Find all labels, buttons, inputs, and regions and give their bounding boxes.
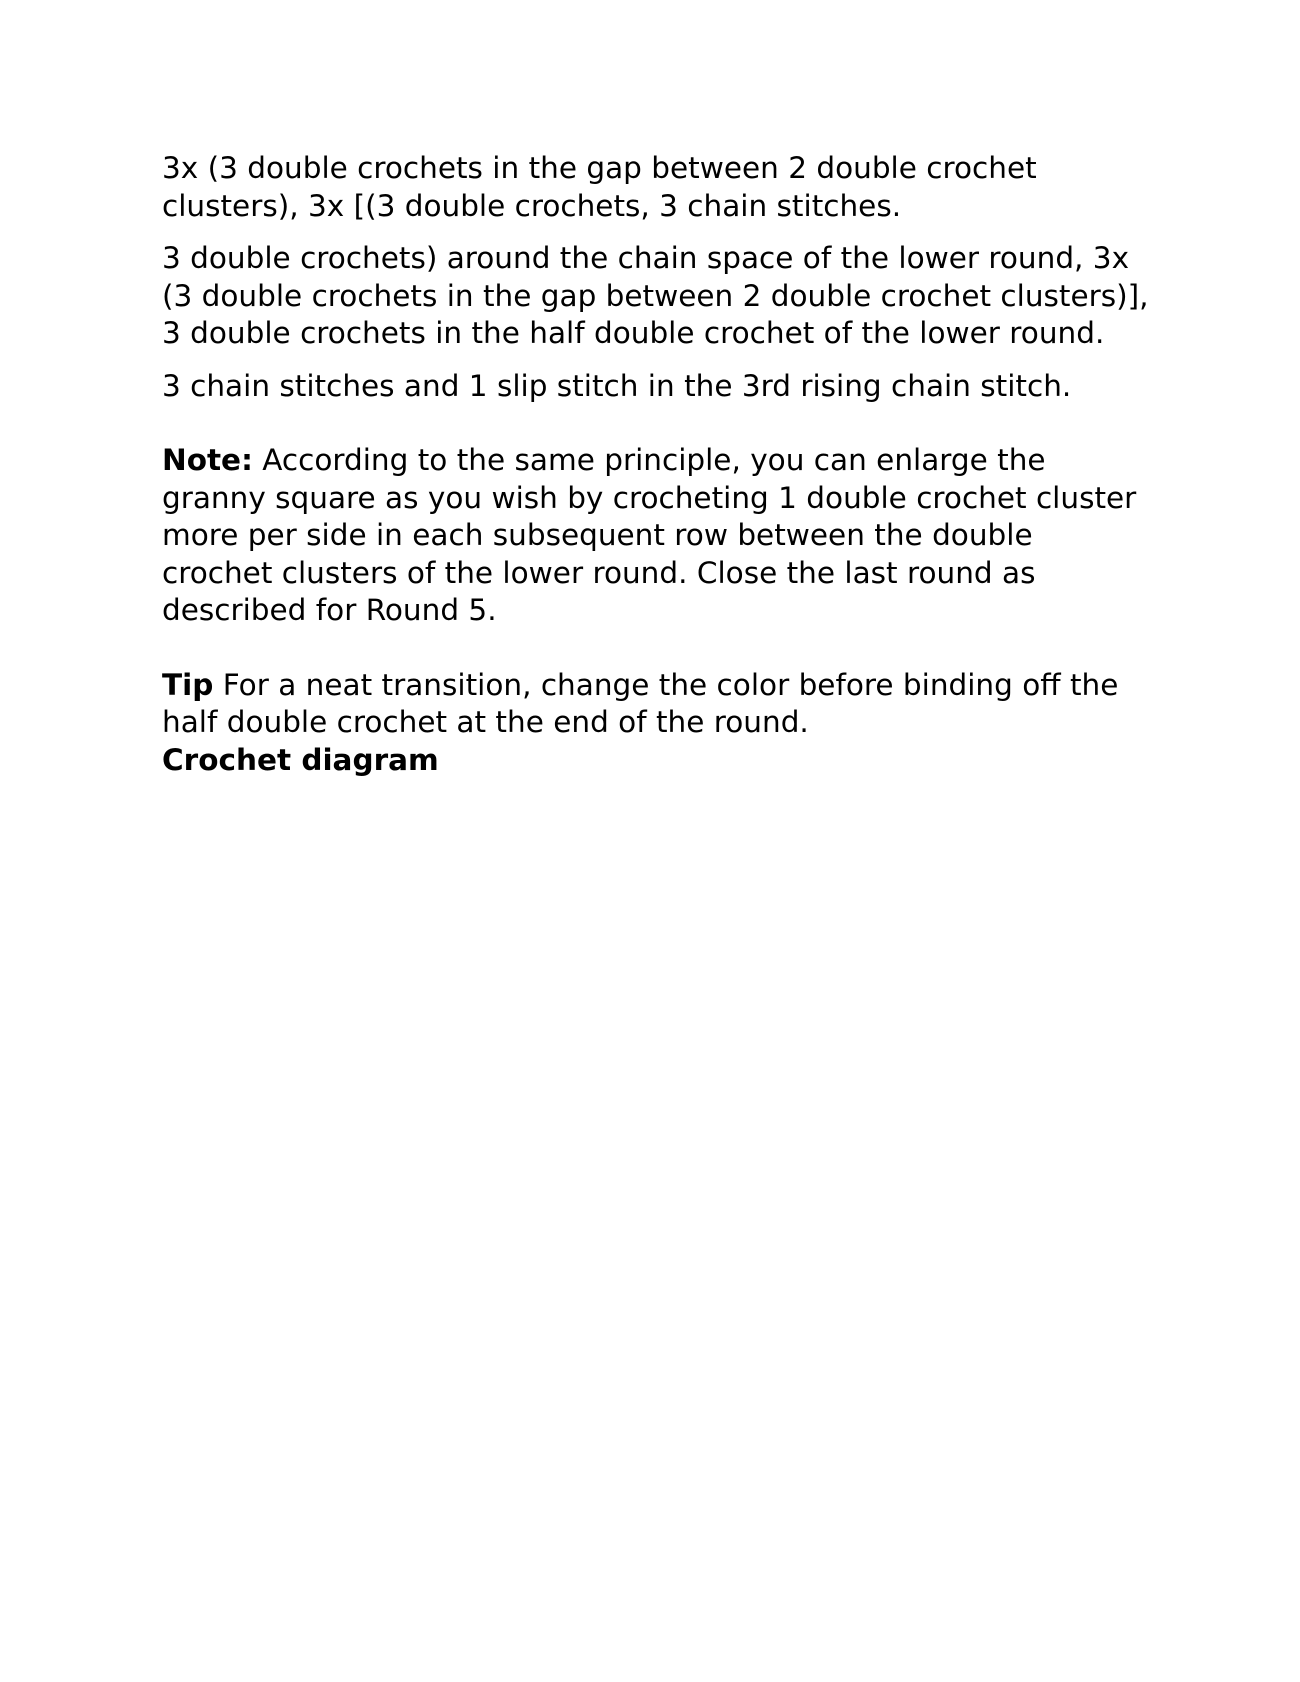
note-paragraph — [162, 442, 1152, 630]
instruction-paragraph-2: 3 double crochets) around the chain space of the lower round, 3x (3 double crochets in the gap between 2 double crochet clusters)], 3 double crochets in the half double crochet of the lower round. — [162, 241, 1149, 350]
note-text: According to the same principle, you can enlarge the granny square as you wish by crocheting 1 double crochet cluster more per side in each subsequent row between the double crochet clusters of the lower round. Close the last round as described for Round 5. — [162, 443, 1137, 627]
note-label: Note: — [162, 443, 253, 477]
tip-label: Tip — [162, 667, 214, 702]
document-page — [162, 150, 1152, 779]
section-heading: Crochet diagram — [162, 742, 439, 777]
tip-paragraph — [162, 667, 1152, 742]
tip-text: For a neat transition, change the color before binding off the half double crochet at the end of the round. — [162, 667, 1119, 739]
instruction-paragraph-3: 3 chain stitches and 1 slip stitch in the 3rd rising chain stitch. — [162, 368, 1072, 403]
instruction-paragraph-1: 3x (3 double crochets in the gap between 2 double crochet clusters), 3x [(3 double crochets, 3 chain stitches. — [162, 151, 1037, 223]
